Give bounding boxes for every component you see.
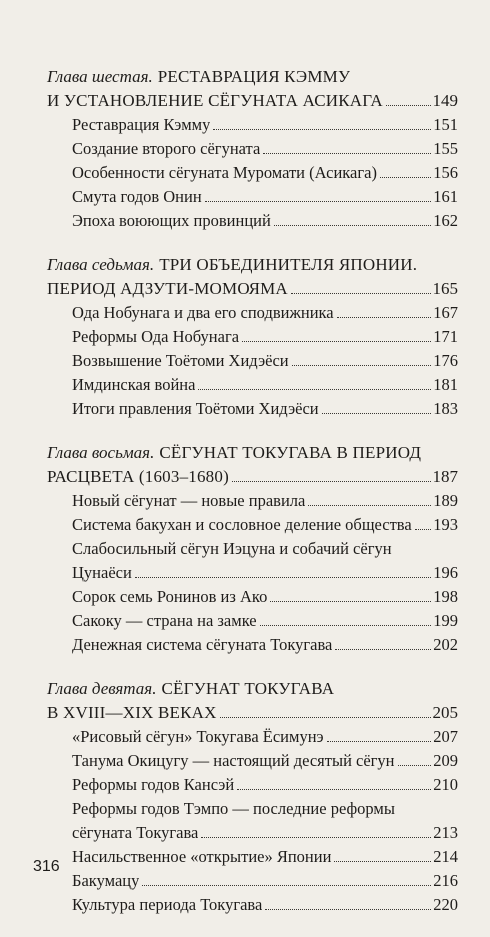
dot-leader: [327, 741, 432, 742]
section-title: Возвышение Тоётоми Хидэёси: [72, 351, 289, 370]
section-entry: [47, 513, 458, 537]
dot-leader: [291, 293, 431, 294]
section-page-number: 210: [433, 775, 458, 794]
chapter-heading-line: [47, 253, 458, 277]
dot-leader: [292, 365, 432, 366]
section-entry: [47, 161, 458, 185]
section-title: Сакоку — страна на замке: [72, 611, 257, 630]
section-title: сёгуната Токугава: [72, 823, 199, 842]
chapter-heading-line: [47, 65, 458, 89]
chapter-heading-line: [47, 465, 458, 489]
section-page-number: 202: [433, 635, 458, 654]
section-title: Имдинская война: [72, 375, 196, 394]
page-number: 316: [33, 858, 60, 875]
dot-leader: [198, 389, 431, 390]
dot-leader: [398, 765, 432, 766]
section-entry: [47, 633, 458, 657]
section-entry: [47, 113, 458, 137]
dot-leader: [201, 837, 431, 838]
dot-leader: [220, 717, 431, 718]
chapter-page-number: 165: [432, 279, 458, 298]
chapter-title: РЕСТАВРАЦИЯ КЭММУ: [157, 67, 351, 86]
chapter-page-number: 149: [432, 91, 458, 110]
section-entry: [47, 349, 458, 373]
chapter-heading-line: [47, 701, 458, 725]
dot-leader: [135, 577, 431, 578]
section-page-number: 193: [433, 515, 458, 534]
chapter-title: В XVIII—XIX ВЕКАХ: [47, 703, 217, 722]
chapter-title: СЁГУНАТ ТОКУГАВА: [161, 679, 335, 698]
section-title: Итоги правления Тоётоми Хидэёси: [72, 399, 319, 418]
section-title: «Рисовый сёгун» Токугава Ёсимунэ: [72, 727, 324, 746]
dot-leader: [386, 105, 431, 106]
section-entry: [47, 797, 458, 821]
section-title: Слабосильный сёгун Иэцуна и собачий сёгун: [72, 539, 392, 558]
section-entry: [47, 537, 458, 561]
section-entry: [47, 821, 458, 845]
dot-leader: [335, 649, 431, 650]
section-entry: [47, 489, 458, 513]
dot-leader: [322, 413, 432, 414]
chapter-block: [47, 65, 458, 233]
section-title: Особенности сёгуната Муромати (Асикага): [72, 163, 377, 182]
section-title: Культура периода Токугава: [72, 895, 263, 914]
section-entry: [47, 845, 458, 869]
chapter-block: [47, 677, 458, 917]
chapter-label: Глава девятая.: [47, 679, 157, 698]
section-page-number: 162: [433, 211, 458, 230]
section-title: Новый сёгунат — новые правила: [72, 491, 306, 510]
section-page-number: 196: [433, 563, 458, 582]
section-title: Насильственное «открытие» Японии: [72, 847, 332, 866]
table-of-contents: [47, 65, 458, 937]
chapter-block: [47, 253, 458, 421]
chapter-heading-line: [47, 277, 458, 301]
section-page-number: 199: [433, 611, 458, 630]
section-page-number: 181: [433, 375, 458, 394]
section-page-number: 216: [433, 871, 458, 890]
chapter-label: Глава восьмая.: [47, 443, 155, 462]
chapter-heading-line: [47, 441, 458, 465]
section-page-number: 214: [433, 847, 458, 866]
dot-leader: [213, 129, 431, 130]
section-title: Реставрация Кэмму: [72, 115, 211, 134]
section-page-number: 189: [433, 491, 458, 510]
section-entry: [47, 301, 458, 325]
dot-leader: [142, 885, 431, 886]
chapter-title: ПЕРИОД АДЗУТИ-МОМОЯМА: [47, 279, 288, 298]
dot-leader: [334, 861, 431, 862]
section-title: Реформы годов Тэмпо — последние реформы: [72, 799, 395, 818]
section-page-number: 155: [433, 139, 458, 158]
section-title: Создание второго сёгуната: [72, 139, 261, 158]
dot-leader: [232, 481, 431, 482]
dot-leader: [260, 625, 432, 626]
dot-leader: [274, 225, 431, 226]
section-entry: [47, 773, 458, 797]
section-entry: [47, 209, 458, 233]
section-page-number: 220: [433, 895, 458, 914]
dot-leader: [265, 909, 431, 910]
section-title: Ода Нобунага и два его сподвижника: [72, 303, 334, 322]
section-entry: [47, 893, 458, 917]
section-title: Система бакухан и сословное деление общества: [72, 515, 412, 534]
chapter-label: Глава шестая.: [47, 67, 153, 86]
chapter-title: ТРИ ОБЪЕДИНИТЕЛЯ ЯПОНИИ.: [159, 255, 418, 274]
section-entry: [47, 137, 458, 161]
section-title: Реформы годов Кансэй: [72, 775, 235, 794]
section-entry: [47, 749, 458, 773]
section-entry: [47, 325, 458, 349]
dot-leader: [263, 153, 431, 154]
section-entry: [47, 725, 458, 749]
section-entry: [47, 609, 458, 633]
section-entry: [47, 561, 458, 585]
section-page-number: 213: [433, 823, 458, 842]
dot-leader: [205, 201, 432, 202]
section-title: Сорок семь Ронинов из Ако: [72, 587, 268, 606]
dot-leader: [242, 341, 431, 342]
chapter-heading-line: [47, 89, 458, 113]
section-entry: [47, 397, 458, 421]
section-page-number: 176: [433, 351, 458, 370]
chapter-title: И УСТАНОВЛЕНИЕ СЁГУНАТА АСИКАГА: [47, 91, 383, 110]
section-page-number: 156: [433, 163, 458, 182]
section-title: Бакумацу: [72, 871, 140, 890]
dot-leader: [308, 505, 431, 506]
dot-leader: [337, 317, 432, 318]
section-entry: [47, 869, 458, 893]
section-title: Цунаёси: [72, 563, 132, 582]
section-title: Танума Окицугу — настоящий десятый сёгун: [72, 751, 395, 770]
section-page-number: 161: [433, 187, 458, 206]
section-entry: [47, 185, 458, 209]
section-entry: [47, 585, 458, 609]
section-title: Эпоха воюющих провинций: [72, 211, 271, 230]
dot-leader: [237, 789, 431, 790]
section-title: Денежная система сёгуната Токугава: [72, 635, 333, 654]
section-entry: [47, 373, 458, 397]
section-page-number: 209: [433, 751, 458, 770]
dot-leader: [380, 177, 431, 178]
chapter-heading-line: [47, 677, 458, 701]
section-title: Смута годов Онин: [72, 187, 202, 206]
section-page-number: 171: [433, 327, 458, 346]
chapter-title: РАСЦВЕТА (1603–1680): [47, 467, 229, 486]
section-page-number: 207: [433, 727, 458, 746]
dot-leader: [415, 529, 432, 530]
section-page-number: 198: [433, 587, 458, 606]
chapter-page-number: 187: [432, 467, 458, 486]
section-page-number: 183: [433, 399, 458, 418]
chapter-title: СЁГУНАТ ТОКУГАВА В ПЕРИОД: [159, 443, 422, 462]
chapter-block: [47, 441, 458, 657]
chapter-page-number: 205: [432, 703, 458, 722]
section-page-number: 151: [433, 115, 458, 134]
chapter-label: Глава седьмая.: [47, 255, 155, 274]
section-page-number: 167: [433, 303, 458, 322]
dot-leader: [270, 601, 431, 602]
section-title: Реформы Ода Нобунага: [72, 327, 240, 346]
